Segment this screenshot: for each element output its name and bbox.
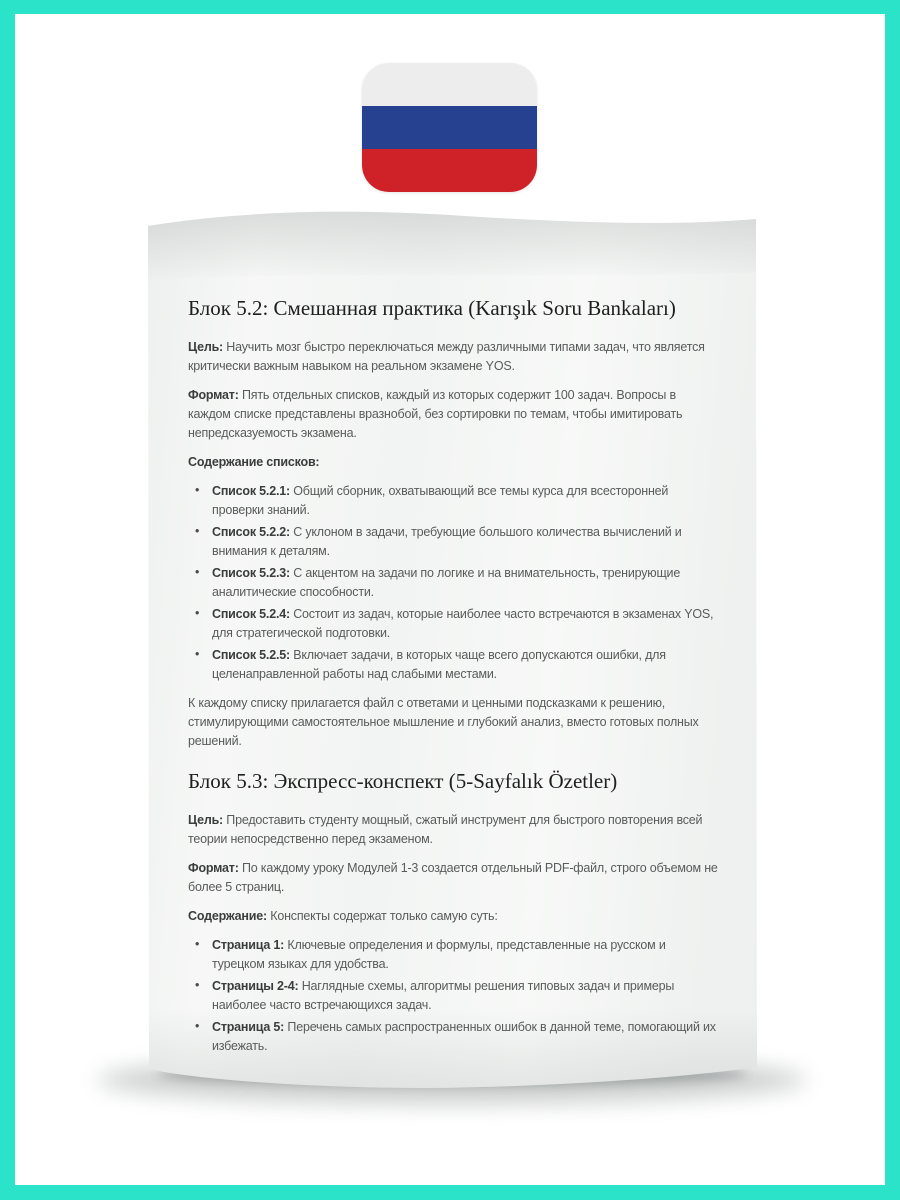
bullet-icon: •	[195, 606, 200, 620]
paragraph-label: Цель:	[188, 340, 224, 354]
document-section	[188, 296, 718, 751]
flag-stripe-white	[362, 63, 537, 106]
bullet-icon: •	[195, 937, 200, 951]
bullet-list	[188, 936, 718, 1056]
paragraph-label: Цель:	[188, 813, 224, 827]
list-item-label: Страницы 2-4:	[212, 979, 299, 993]
list-item-label: Список 5.2.4:	[212, 607, 290, 621]
section-title: Блок 5.2: Смешанная практика (Karışık Soru Bankaları)	[188, 296, 676, 320]
paragraph	[188, 453, 718, 472]
document-content	[188, 296, 718, 1066]
bullet-icon: •	[195, 1019, 200, 1033]
bullet-icon: •	[195, 565, 200, 579]
paragraph-label: Формат:	[188, 388, 239, 402]
section-title: Блок 5.3: Экспресс-конспект (5-Sayfalık Özetler)	[188, 769, 618, 793]
list-item: • Список 5.2.3: С акцентом на задачи по логике и на внимательность, тренирующие аналитические способности.	[195, 565, 681, 599]
page-top-curl-shading	[148, 212, 756, 280]
document-section	[188, 769, 718, 1056]
russia-flag-icon	[362, 63, 537, 192]
list-item-label: Список 5.2.2:	[212, 525, 290, 539]
bullet-icon: •	[195, 483, 200, 497]
list-item-label: Список 5.2.5:	[212, 648, 290, 662]
closing-paragraph: К каждому списку прилагается файл с ответами и ценными подсказками к решению, стимулирующими самостоятельное мышление и глубокий анализ, вместо готовых полных решений.	[188, 696, 699, 748]
flag-stripe-blue	[362, 106, 537, 149]
list-item-label: Страница 1:	[212, 938, 285, 952]
paragraph-label: Содержание списков:	[188, 455, 320, 469]
list-item-label: Страница 5:	[212, 1020, 285, 1034]
flag-stripe-red	[362, 149, 537, 192]
paragraph: Формат: По каждому уроку Модулей 1-3 создается отдельный PDF-файл, строго объемом не более 5 страниц.	[188, 861, 718, 894]
paragraph: Формат: Пять отдельных списков, каждый из которых содержит 100 задач. Вопросы в каждом списке представлены вразнобой, без сортировки по темам, чтобы имитировать непредсказуемость экзамена.	[188, 388, 683, 440]
list-item: • Страницы 2-4: Наглядные схемы, алгоритмы решения типовых задач и примеры наиболее часто встречающихся задач.	[195, 978, 675, 1012]
paragraph-label: Формат:	[188, 861, 239, 875]
paragraph: Содержание: Конспекты содержат только самую суть:	[188, 909, 498, 923]
bullet-list	[188, 482, 718, 684]
paragraph: Цель: Научить мозг быстро переключаться между различными типами задач, что является критически важным навыком на реальном экзамене YOS.	[188, 340, 705, 373]
list-item-label: Список 5.2.3:	[212, 566, 290, 580]
paragraph-label: Содержание:	[188, 909, 267, 923]
list-item: • Список 5.2.5: Включает задачи, в которых чаще всего допускаются ошибки, для целенаправленной работы над слабыми местами.	[195, 647, 666, 681]
list-item: • Список 5.2.1: Общий сборник, охватывающий все темы курса для всесторонней проверки знаний.	[195, 483, 669, 517]
list-item: • Список 5.2.4: Состоит из задач, которые наиболее часто встречаются в экзаменах YOS, для стратегической подготовки.	[195, 606, 714, 640]
list-item: • Страница 5: Перечень самых распространенных ошибок в данной теме, помогающий их избежать.	[195, 1019, 716, 1053]
bullet-icon: •	[195, 647, 200, 661]
bullet-icon: •	[195, 524, 200, 538]
bullet-icon: •	[195, 978, 200, 992]
paragraph: Цель: Предоставить студенту мощный, сжатый инструмент для быстрого повторения всей теории непосредственно перед экзаменом.	[188, 813, 703, 846]
list-item: • Страница 1: Ключевые определения и формулы, представленные на русском и турецком языках для удобства.	[195, 937, 666, 971]
list-item: • Список 5.2.2: С уклоном в задачи, требующие большого количества вычислений и внимания к деталям.	[195, 524, 682, 558]
list-item-label: Список 5.2.1:	[212, 484, 290, 498]
